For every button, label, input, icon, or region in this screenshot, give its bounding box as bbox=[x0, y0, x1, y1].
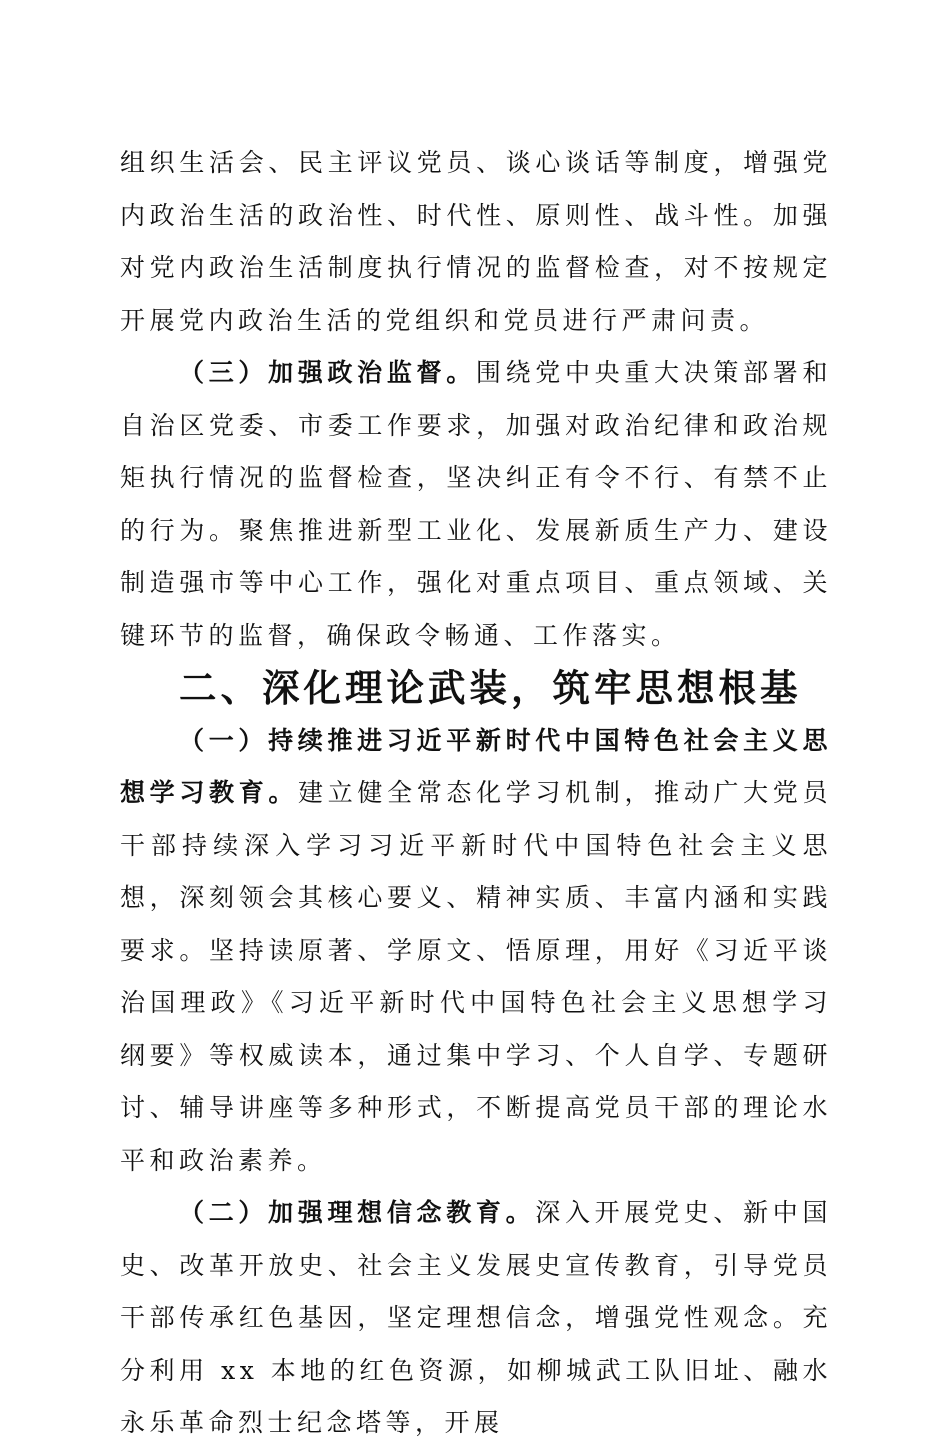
paragraph-text: 组织生活会、民主评议党员、谈心谈话等制度，增强党内政治生活的政治性、时代性、原则性、战斗性。加强对党内政治生活制度执行情况的监督检查，对不按规定开展党内政治生活的党组织和党员进行严肃问责。 bbox=[120, 148, 832, 335]
paragraph-study-education bbox=[120, 715, 832, 1188]
paragraph-text: 围绕党中央重大决策部署和自治区党委、市委工作要求，加强对政治纪律和政治规矩执行情况的监督检查，坚决纠正有令不行、有禁不止的行为。聚焦推进新型工业化、发展新质生产力、建设制造强市等中心工作，强化对重点项目、重点领域、关键环节的监督，确保政令畅通、工作落实。 bbox=[120, 358, 832, 650]
paragraph-ideals-education bbox=[120, 1187, 832, 1450]
paragraph-text: 深入开展党史、新中国史、改革开放史、社会主义发展史宣传教育，引导党员干部传承红色基因，坚定理想信念，增强党性观念。充分利用 xx 本地的红色资源，如柳城武工队旧址、融水永乐革命烈士纪念塔等，开展 bbox=[120, 1198, 833, 1437]
paragraph-political-supervision bbox=[120, 347, 832, 662]
paragraph-continuation bbox=[120, 137, 832, 347]
paragraph-text: 建立健全常态化学习机制，推动广大党员干部持续深入学习习近平新时代中国特色社会主义思想，深刻领会其核心要义、精神实质、丰富内涵和实践要求。坚持读原著、学原文、悟原理，用好《习近平谈治国理政》《习近平新时代中国特色社会主义思想学习纲要》等权威读本，通过集中学习、个人自学、专题研讨、辅导讲座等多种形式，不断提高党员干部的理论水平和政治素养。 bbox=[120, 778, 832, 1175]
paragraph-lead: （二）加强理想信念教育。 bbox=[179, 1198, 536, 1227]
document-body bbox=[120, 137, 832, 1450]
paragraph-lead: （一）持续推进习近平新时代中国特色社会主义思想学习教育。 bbox=[120, 725, 832, 807]
section-heading: 二、深化理论武装，筑牢思想根基 bbox=[179, 666, 802, 710]
paragraph-lead: （三）加强政治监督。 bbox=[179, 358, 476, 387]
